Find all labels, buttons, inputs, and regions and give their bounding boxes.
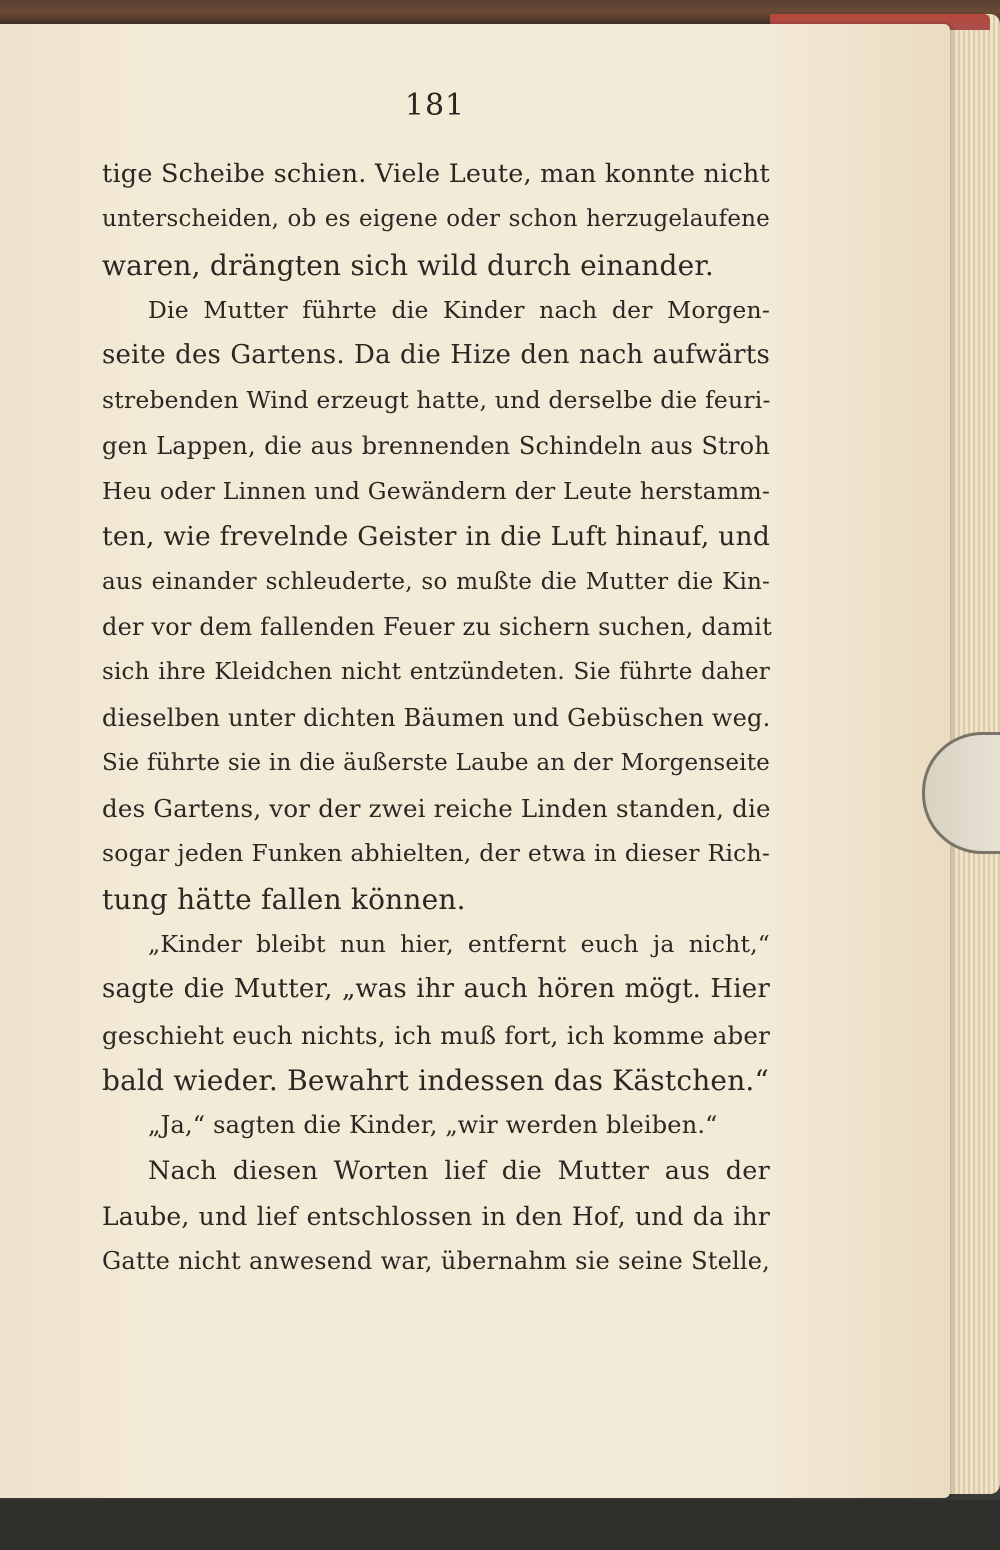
page-number: 181 — [404, 88, 466, 123]
text-line: Gatte nicht anwesend war, übernahm sie seine Stelle, — [102, 1247, 770, 1276]
body-text — [102, 152, 773, 1284]
text-line: geschieht euch nichts, ich muß fort, ich komme aber — [102, 1020, 770, 1050]
text-line: tige Scheibe schien. Viele Leute, man konnte nicht — [102, 159, 770, 189]
text-line: ten, wie frevelnde Geister in die Luft hinauf, und — [102, 521, 770, 553]
text-line: Nach diesen Worten lief die Mutter aus der — [148, 1155, 770, 1186]
text-line: sogar jeden Funken abhielten, der etwa in dieser Rich- — [102, 839, 770, 868]
text-line: des Gartens, vor der zwei reiche Linden standen, die — [102, 794, 771, 824]
text-line: sich ihre Kleidchen nicht entzündeten. Sie führte daher — [102, 659, 770, 686]
text-line: bald wieder. Bewahrt indessen das Kästchen.“ — [102, 1063, 770, 1097]
text-line: Sie führte sie in die äußerste Laube an der Morgenseite — [102, 749, 770, 776]
text-line: „Kinder bleibt nun hier, entfernt euch ja nicht,“ — [148, 930, 770, 959]
text-line: tung hätte fallen können. — [102, 882, 466, 916]
book-binding-bottom — [0, 1500, 1000, 1550]
text-line: Laube, und lief entschlossen in den Hof, und da ihr — [102, 1201, 770, 1231]
text-line: Heu oder Linnen und Gewändern der Leute herstamm- — [102, 477, 770, 506]
text-line: sagte die Mutter, „was ihr auch hören mögt. Hier — [102, 974, 770, 1005]
text-line: waren, drängten sich wild durch einander. — [102, 248, 714, 282]
text-line: unterscheiden, ob es eigene oder schon herzugelaufene — [102, 206, 770, 233]
text-line: seite des Gartens. Da die Hize den nach aufwärts — [102, 340, 770, 371]
text-line: gen Lappen, die aus brennenden Schindeln aus Stroh — [102, 431, 770, 460]
text-line: Die Mutter führte die Kinder nach der Morgen- — [148, 295, 770, 324]
text-line: „Ja,“ sagten die Kinder, „wir werden bleiben.“ — [148, 1111, 718, 1140]
text-line: aus einander schleuderte, so mußte die Mutter die Kin- — [102, 568, 770, 595]
text-line: der vor dem fallenden Feuer zu sichern suchen, damit — [102, 612, 773, 641]
text-line: dieselben unter dichten Bäumen und Gebüschen weg. — [102, 703, 771, 732]
text-line: strebenden Wind erzeugt hatte, und derselbe die feuri- — [102, 386, 771, 415]
